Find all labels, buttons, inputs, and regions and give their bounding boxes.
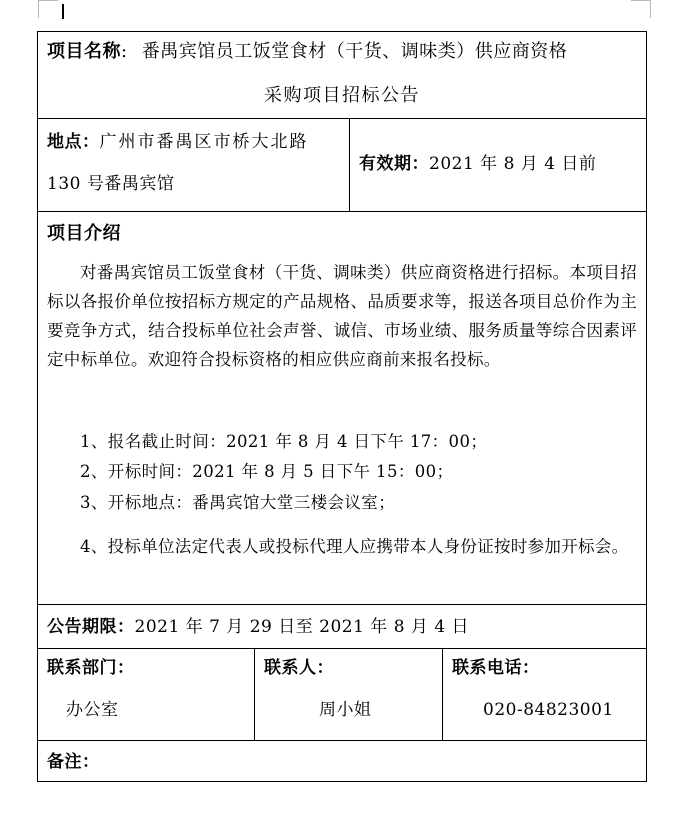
divider: [38, 118, 646, 119]
validity-label: 有效期：: [359, 154, 429, 174]
divider: [442, 648, 443, 740]
corner-mark-top-right-h: [631, 0, 651, 1]
announcement-table: [37, 31, 647, 782]
corner-mark-top-left-v: [38, 0, 39, 18]
contact-phone-value: 020-84823001: [483, 700, 614, 720]
divider: [254, 648, 255, 740]
contact-dept-label: 联系部门：: [47, 658, 135, 678]
location-line1: [47, 128, 309, 156]
corner-mark-top-right-v: [650, 0, 651, 18]
project-title-text: 番禺宾馆员工饭堂食材（干货、调味类）供应商资格: [141, 41, 568, 62]
intro-item-2: 2、开标时间：2021 年 8 月 5 日下午 15：00；: [80, 462, 454, 481]
contact-phone-label: 联系电话：: [452, 658, 540, 678]
divider: [38, 740, 646, 741]
intro-body: 对番禺宾馆员工饭堂食材（干货、调味类）供应商资格进行招标。本项目招标以各报价单位按招标方规定的产品规格、品质要求等，报送各项目总价作为主要竞争方式，结合投标单位社会声誉、诚信、市场业绩、服务质量等综合因素评定中标单位。欢迎符合投标资格的相应供应商前来报名投标。: [47, 263, 637, 369]
divider: [38, 604, 646, 605]
intro-item-3: 3、开标地点：番禺宾馆大堂三楼会议室；: [80, 493, 396, 512]
corner-mark-top-left-h: [38, 0, 58, 1]
text-cursor: [62, 4, 64, 19]
notice-period: [47, 613, 469, 641]
validity: [359, 150, 596, 178]
divider: [38, 648, 646, 649]
intro-item-4: 4、投标单位法定代表人或投标代理人应携带本人身份证按时参加开标会。: [80, 537, 629, 556]
remark-label: 备注：: [47, 752, 100, 772]
location-value-line1: 广州市番禺区市桥大北路: [99, 132, 309, 152]
project-label: 项目名称: [47, 41, 121, 62]
notice-period-value: 2021 年 7 月 29 日至 2021 年 8 月 4 日: [134, 617, 470, 637]
project-title-line2: 采购项目招标公告: [264, 85, 420, 106]
contact-person-label: 联系人：: [264, 658, 334, 678]
location-label: 地点：: [47, 132, 100, 152]
location-value-line2: 130 号番禺宾馆: [47, 174, 175, 194]
project-title-line1: [47, 38, 567, 66]
notice-period-label: 公告期限：: [47, 617, 135, 637]
intro-item-1: 1、报名截止时间：2021 年 8 月 4 日下午 17：00；: [80, 432, 488, 451]
intro-heading: 项目介绍: [47, 223, 121, 244]
contact-dept-value: 办公室: [66, 700, 119, 720]
project-label-sep: :: [121, 41, 128, 62]
validity-value: 2021 年 8 月 4 日前: [429, 154, 597, 174]
divider: [349, 118, 350, 211]
contact-person-value: 周小姐: [319, 700, 372, 720]
divider: [38, 211, 646, 212]
